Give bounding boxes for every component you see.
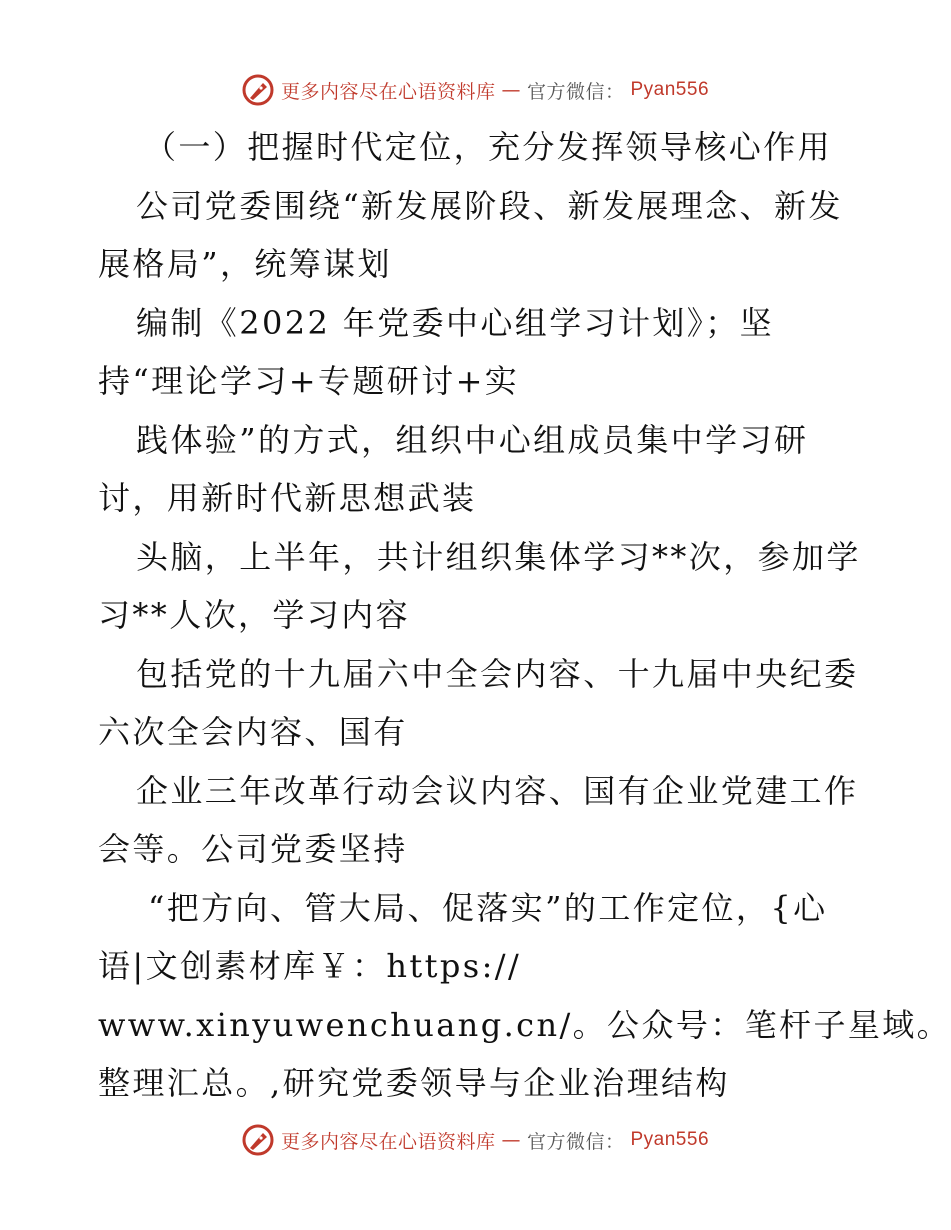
paragraph-line: 讨，用新时代新思想武装	[98, 479, 477, 517]
banner-main-text: 更多内容尽在心语资料库	[280, 1130, 496, 1153]
footer-banner	[0, 1120, 950, 1160]
document-body	[98, 118, 951, 1113]
paragraph-line: 会等。公司党委坚持	[98, 830, 408, 868]
paragraph-line: 习**人次，学习内容	[98, 596, 411, 634]
paragraph-line: 持“理论学习+专题研讨+实	[98, 362, 520, 400]
paragraph-line: 六次全会内容、国有	[98, 713, 408, 751]
paragraph-line: 语|文创素材库￥：https://	[98, 947, 522, 985]
paragraph-line: www.xinyuwenchuang.cn/。公众号：笔杆子星域。	[98, 1005, 951, 1044]
paragraph-line: 编制《2022 年党委中心组学习计划》；坚	[136, 303, 775, 342]
paragraph-line: 包括党的十九届六中全会内容、十九届中央纪委	[136, 654, 859, 693]
banner-label: 官方微信：	[526, 80, 625, 103]
paragraph-line: 公司党委围绕“新发展阶段、新发展理念、新发	[136, 186, 843, 225]
pen-logo-icon	[241, 1123, 275, 1157]
header-banner	[0, 70, 950, 110]
pen-logo-icon	[241, 73, 275, 107]
banner-separator: —	[501, 1129, 521, 1151]
section-heading: （一）把握时代定位，充分发挥领导核心作用	[144, 128, 833, 166]
paragraph-line: 展格局”，统筹谋划	[98, 245, 392, 283]
paragraph-line: 企业三年改革行动会议内容、国有企业党建工作	[136, 771, 859, 810]
banner-label: 官方微信：	[526, 1130, 625, 1153]
banner-main-text: 更多内容尽在心语资料库	[280, 80, 496, 103]
paragraph-line: 践体验”的方式，组织中心组成员集中学习研	[136, 420, 809, 459]
banner-wechat-id: Pyan556	[630, 79, 710, 100]
paragraph-line: “把方向、管大局、促落实”的工作定位，{心	[148, 888, 828, 927]
paragraph-line: 整理汇总。,研究党委领导与企业治理结构	[98, 1064, 730, 1102]
paragraph-line: 头脑，上半年，共计组织集体学习**次，参加学	[136, 537, 861, 576]
banner-separator: —	[501, 79, 521, 101]
banner-wechat-id: Pyan556	[630, 1129, 710, 1150]
